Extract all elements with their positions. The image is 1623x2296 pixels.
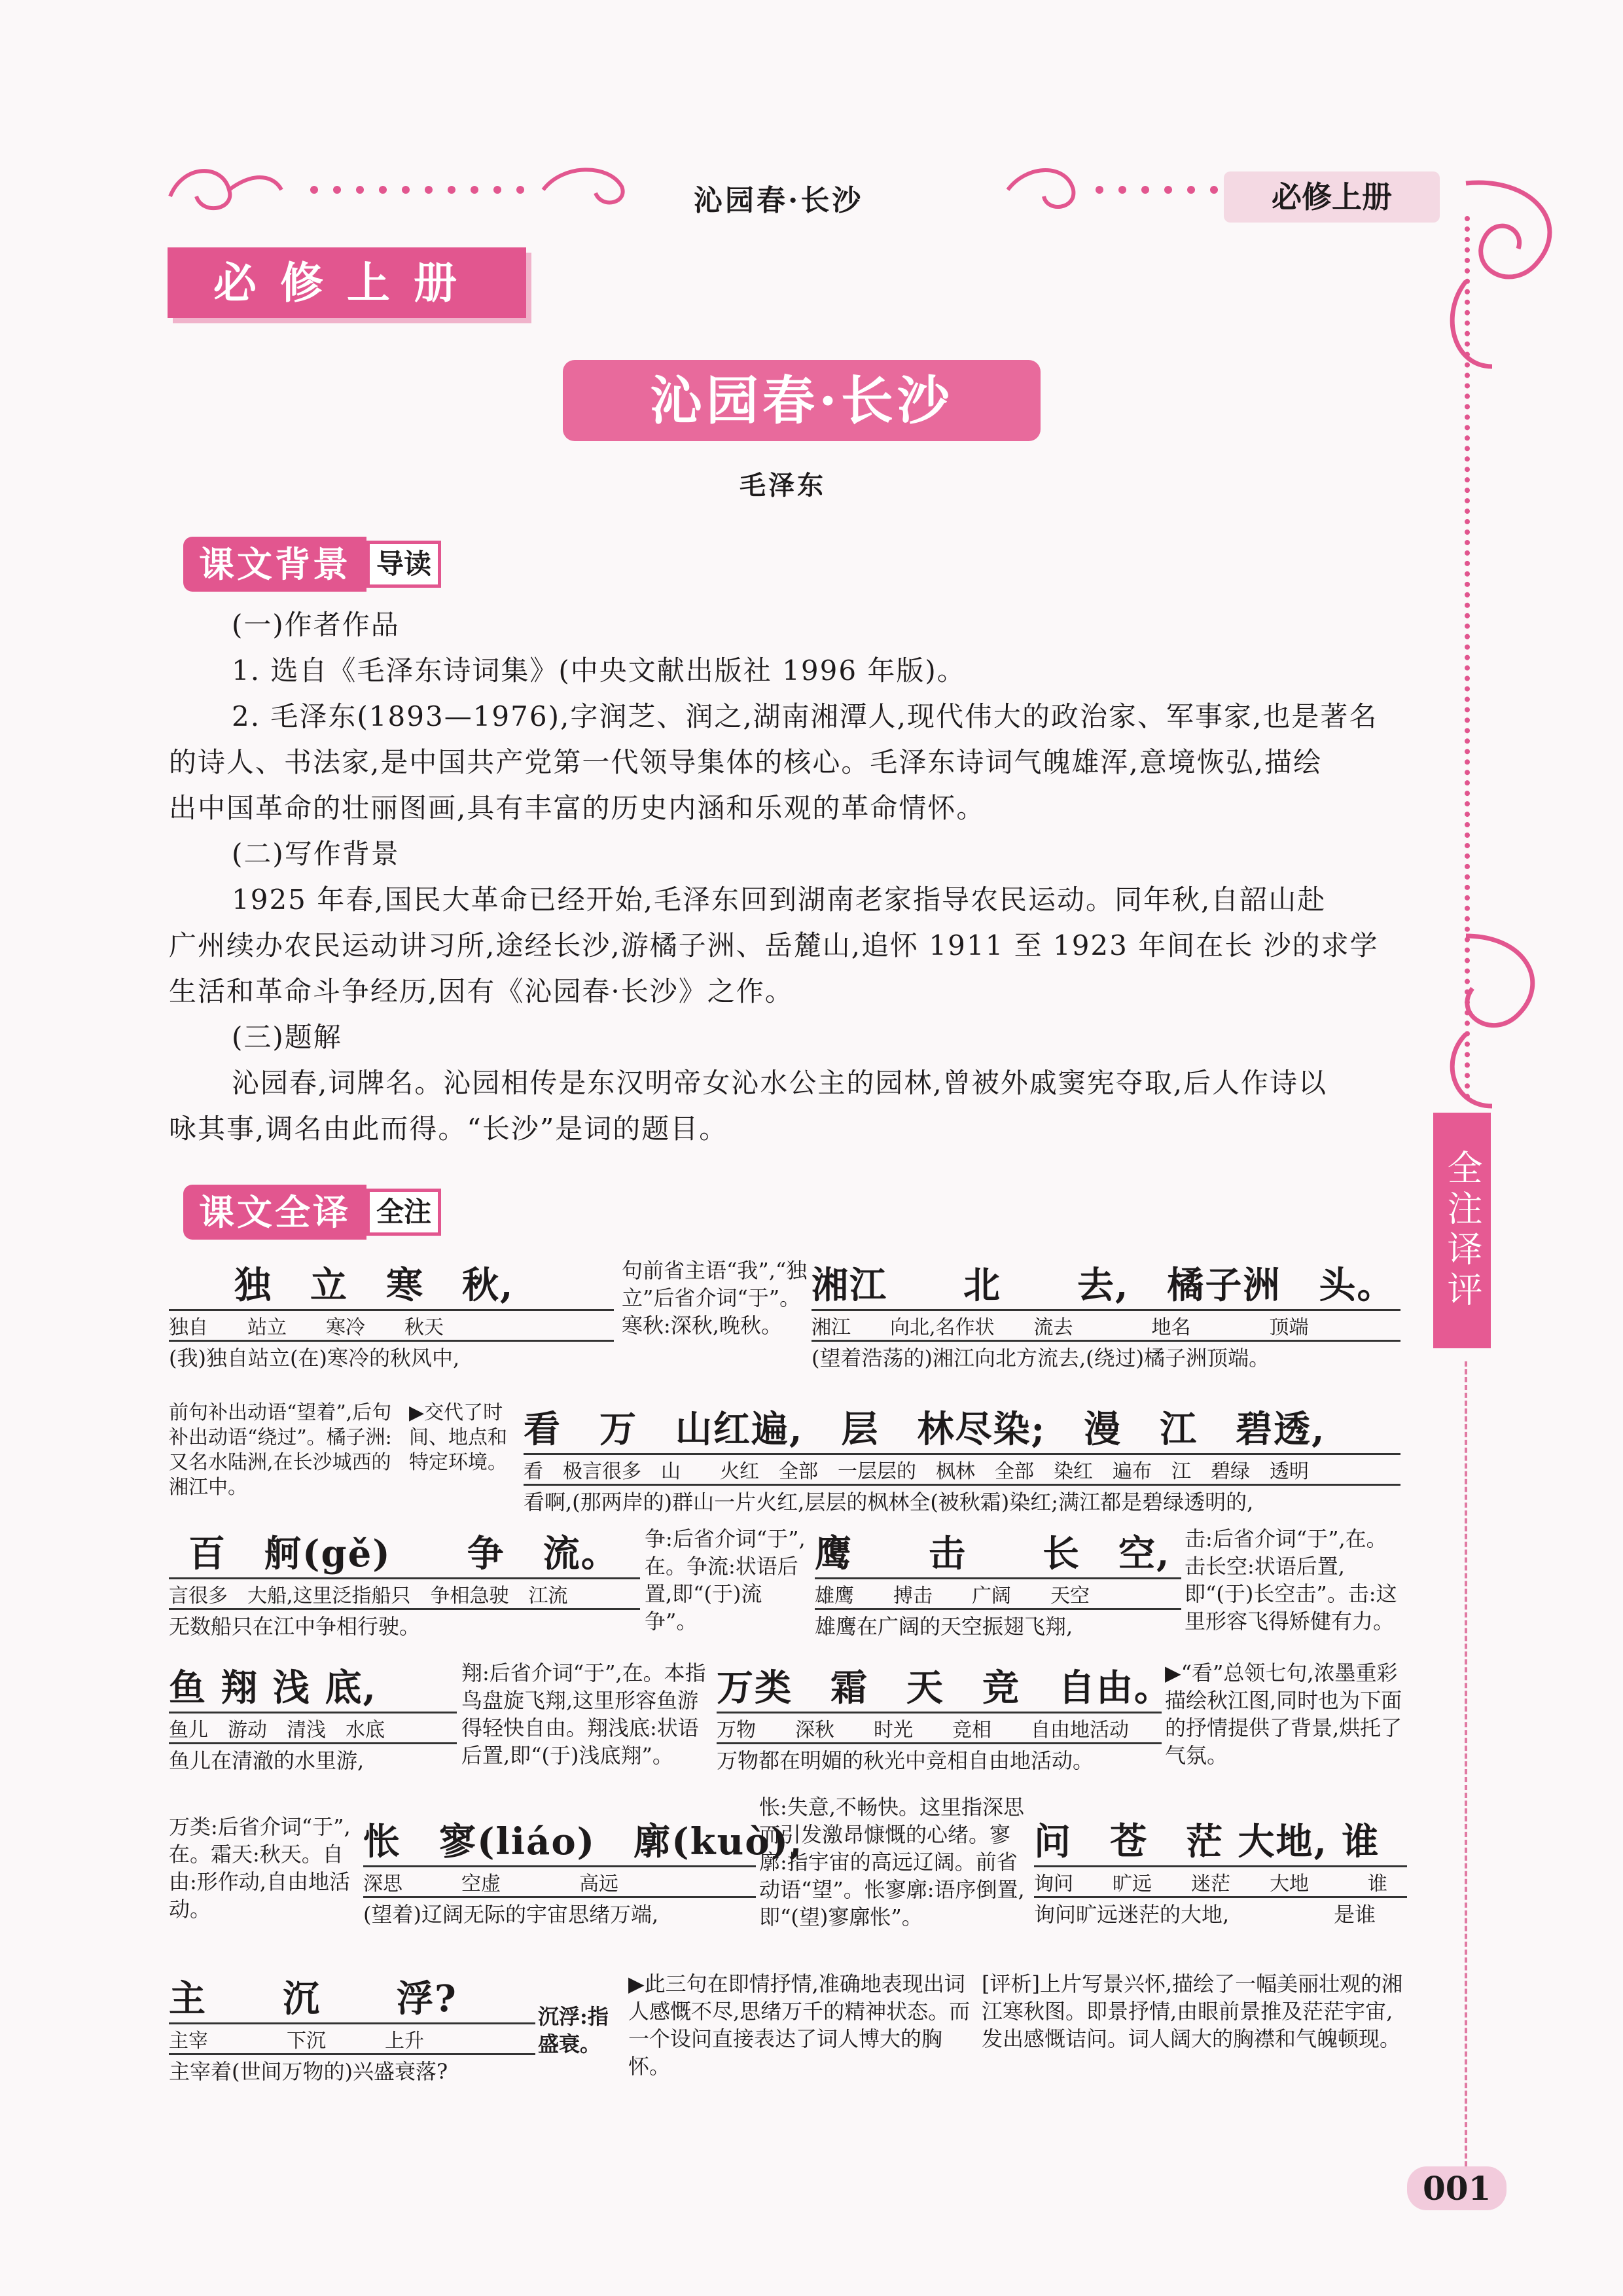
side-dotted-line: [1465, 216, 1470, 1100]
verse-line: [717, 1659, 1172, 1774]
page-number: 001: [1407, 2166, 1507, 2210]
verse-gloss: 主宰 下沉 上升: [169, 2024, 535, 2055]
annotation: ▶交代了时间、地点和特定环境。: [409, 1401, 507, 1474]
paragraph-line: 生活和革命斗争经历,因有《沁园春·长沙》之作。: [169, 975, 794, 1007]
verse-translation: (望着浩荡的)湘江向北方流去,(绕过)橘子洲顶端。: [812, 1346, 1270, 1371]
annotation: 翔:后省介词“于”,在。本指鸟盘旋飞翔,这里形容鱼游得轻快自由。翔浅底:状语后置,即“(于)浅底翔”。: [461, 1660, 706, 1768]
paragraph-line: 咏其事,调名由此而得。“长沙”是词的题目。: [169, 1113, 728, 1145]
side-dashed-line: [1465, 1361, 1467, 2206]
verse-gloss: 深思 空虚 高远: [363, 1867, 756, 1898]
verse-line: [1034, 1813, 1407, 1928]
verse-translation: (望着)辽阔无际的宇宙思绪万端,: [363, 1902, 659, 1927]
section-sub-label: 全注: [366, 1189, 441, 1236]
annotation: [评析]上片写景兴怀,描绘了一幅美丽壮观的湘江寒秋图。即景抒情,由眼前景推及茫茫宇宙,发出感慨诘问。词人阔大的胸襟和气魄顿现。: [982, 1971, 1403, 2051]
annotation: 句前省主语“我”,“独立”后省介词“于”。寒秋:深秋,晚秋。: [622, 1258, 808, 1338]
corner-flourish-icon: [1427, 170, 1584, 380]
annotation: 争:后省介词“于”,在。争流:状语后置,即“(于)流争”。: [645, 1526, 806, 1634]
section-sub-label: 导读: [366, 541, 441, 588]
annotation: 击:后省介词“于”,在。击长空:状语后置,即“(于)长空击”。击:这里形容飞得矫健有力。: [1185, 1526, 1397, 1634]
author: 毛泽东: [740, 470, 826, 501]
verse-translation: 无数船只在江中争相行驶。: [169, 1614, 421, 1639]
verse-text: 鱼 翔 浅 底,: [169, 1659, 457, 1713]
paragraph-line: 出中国革命的壮丽图画,具有丰富的历史内涵和乐观的革命情怀。: [169, 792, 986, 824]
verse-line: [812, 1257, 1400, 1372]
verse-line: [524, 1401, 1400, 1516]
verse-line: [169, 1257, 614, 1372]
section-heading-translation: [183, 1185, 441, 1240]
annotation: 前句补出动语“望着”,后句补出动语“绕过”。橘子洲:又名水陆洲,在长沙城西的湘江中。: [169, 1401, 392, 1499]
background-text: [169, 602, 1425, 1152]
right-ornament-icon: [1001, 157, 1224, 223]
paragraph-line: 1925 年春,国民大革命已经开始,毛泽东回到湖南老家指导农民运动。同年秋,自韶山赴: [232, 884, 1327, 916]
verse-translation: 主宰着(世间万物的)兴盛衰落?: [169, 2059, 448, 2084]
running-title: 沁园春·长沙: [694, 184, 864, 217]
verse-translation: 鱼儿在清澈的水里游,: [169, 1748, 365, 1773]
verse-line: [815, 1525, 1181, 1640]
verse-gloss: 询问 旷远 迷茫 大地 谁: [1034, 1867, 1407, 1898]
annotation: ▶“看”总领七句,浓墨重彩描绘秋江图,同时也为下面的抒情提供了背景,烘托了气氛。: [1165, 1660, 1402, 1768]
verse-gloss: 看 极言很多 山 火红 全部 一层层的 枫林 全部 染红 遍布 江 碧绿 透明: [524, 1455, 1400, 1486]
verse-line: [363, 1813, 804, 1928]
section-heading-background: [183, 537, 441, 592]
verse-gloss: 独自 站立 寒冷 秋天: [169, 1311, 614, 1342]
verse-line: [169, 1659, 457, 1774]
paragraph-line: 广州续办农民运动讲习所,途经长沙,游橘子洲、岳麓山,追怀 1911 至 1923 年间在长 沙的求学: [169, 929, 1379, 961]
poem-title: 沁园春·长沙: [563, 360, 1041, 441]
paragraph-line: 1. 选自《毛泽东诗词集》(中央文献出版社 1996 年版)。: [232, 655, 966, 687]
verse-gloss: 言很多 大船,这里泛指船只 争相急驶 江流: [169, 1579, 640, 1610]
verse-text: 主 沉 浮?: [169, 1970, 535, 2024]
verse-text: 鹰 击 长 空,: [815, 1525, 1181, 1579]
subheading: (三)题解: [232, 1021, 342, 1053]
annotation: 沉浮:指盛衰。: [538, 2004, 609, 2056]
verse-translation: 询问旷远迷茫的大地, 是谁: [1034, 1902, 1376, 1927]
verse-translation: 雄鹰在广阔的天空振翅飞翔,: [815, 1614, 1073, 1639]
annotation: 怅:失意,不畅快。这里指深思而引发激昂慷慨的心绪。寥廓:指宇宙的高远辽阔。前省动语“望”。怅寥廓:语序倒置,即“(望)寥廓怅”。: [759, 1795, 1025, 1929]
verse-translation: 看啊,(那两岸的)群山一片火红,层层的枫林全(被秋霜)染红;满江都是碧绿透明的,: [524, 1490, 1254, 1515]
verse-text: 问 苍 茫 大地, 谁: [1034, 1813, 1407, 1867]
paragraph-line: 的诗人、书法家,是中国共产党第一代领导集体的核心。毛泽东诗词气魄雄浑,意境恢弘,描绘: [169, 746, 1323, 778]
verse-text: 怅 寥(liáo) 廓(kuò),: [363, 1813, 756, 1867]
side-tab: 全注译评: [1433, 1113, 1491, 1348]
left-ornament-icon: [164, 157, 661, 223]
volume-banner: 必修上册: [168, 247, 526, 318]
annotation: ▶此三句在即情抒情,准确地表现出词人感慨不尽,思绪万千的精神状态。而一个设问直接表达了词人博大的胸怀。: [628, 1971, 971, 2079]
verse-translation: (我)独自站立(在)寒冷的秋风中,: [169, 1346, 460, 1371]
section-main-label: 课文背景: [183, 537, 366, 592]
side-flourish-icon: [1427, 923, 1558, 1119]
section-main-label: 课文全译: [183, 1185, 366, 1240]
volume-pill: 必修上册: [1224, 171, 1440, 223]
verse-line: [169, 1970, 535, 2085]
verse-text: 万类 霜 天 竞 自由。: [717, 1659, 1162, 1713]
paragraph-line: 2. 毛泽东(1893—1976),字润芝、润之,湖南湘潭人,现代伟大的政治家、军事家,也是著名: [232, 700, 1378, 732]
verse-gloss: 鱼儿 游动 清浅 水底: [169, 1713, 457, 1744]
subheading: (二)写作背景: [232, 838, 400, 870]
verse-gloss: 万物 深秋 时光 竞相 自由地活动: [717, 1713, 1162, 1744]
verse-translation: 万物都在明媚的秋光中竞相自由地活动。: [717, 1748, 1094, 1773]
verse-text: 百 舸(gě) 争 流。: [169, 1525, 640, 1579]
verse-text: 看 万 山红遍, 层 林尽染; 漫 江 碧透,: [524, 1401, 1400, 1455]
paragraph-line: 沁园春,词牌名。沁园相传是东汉明帝女沁水公主的园林,曾被外戚窦宪夺取,后人作诗以: [232, 1067, 1328, 1099]
verse-line: [169, 1525, 640, 1640]
verse-text: 独 立 寒 秋,: [169, 1257, 614, 1311]
annotation: 万类:后省介词“于”,在。霜天:秋天。自由:形作动,自由地活动。: [169, 1814, 351, 1922]
verse-text: 湘江 北 去, 橘子洲 头。: [812, 1257, 1400, 1311]
verse-gloss: 雄鹰 搏击 广阔 天空: [815, 1579, 1181, 1610]
verse-gloss: 湘江 向北,名作状 流去 地名 顶端: [812, 1311, 1400, 1342]
subheading: (一)作者作品: [232, 609, 400, 641]
